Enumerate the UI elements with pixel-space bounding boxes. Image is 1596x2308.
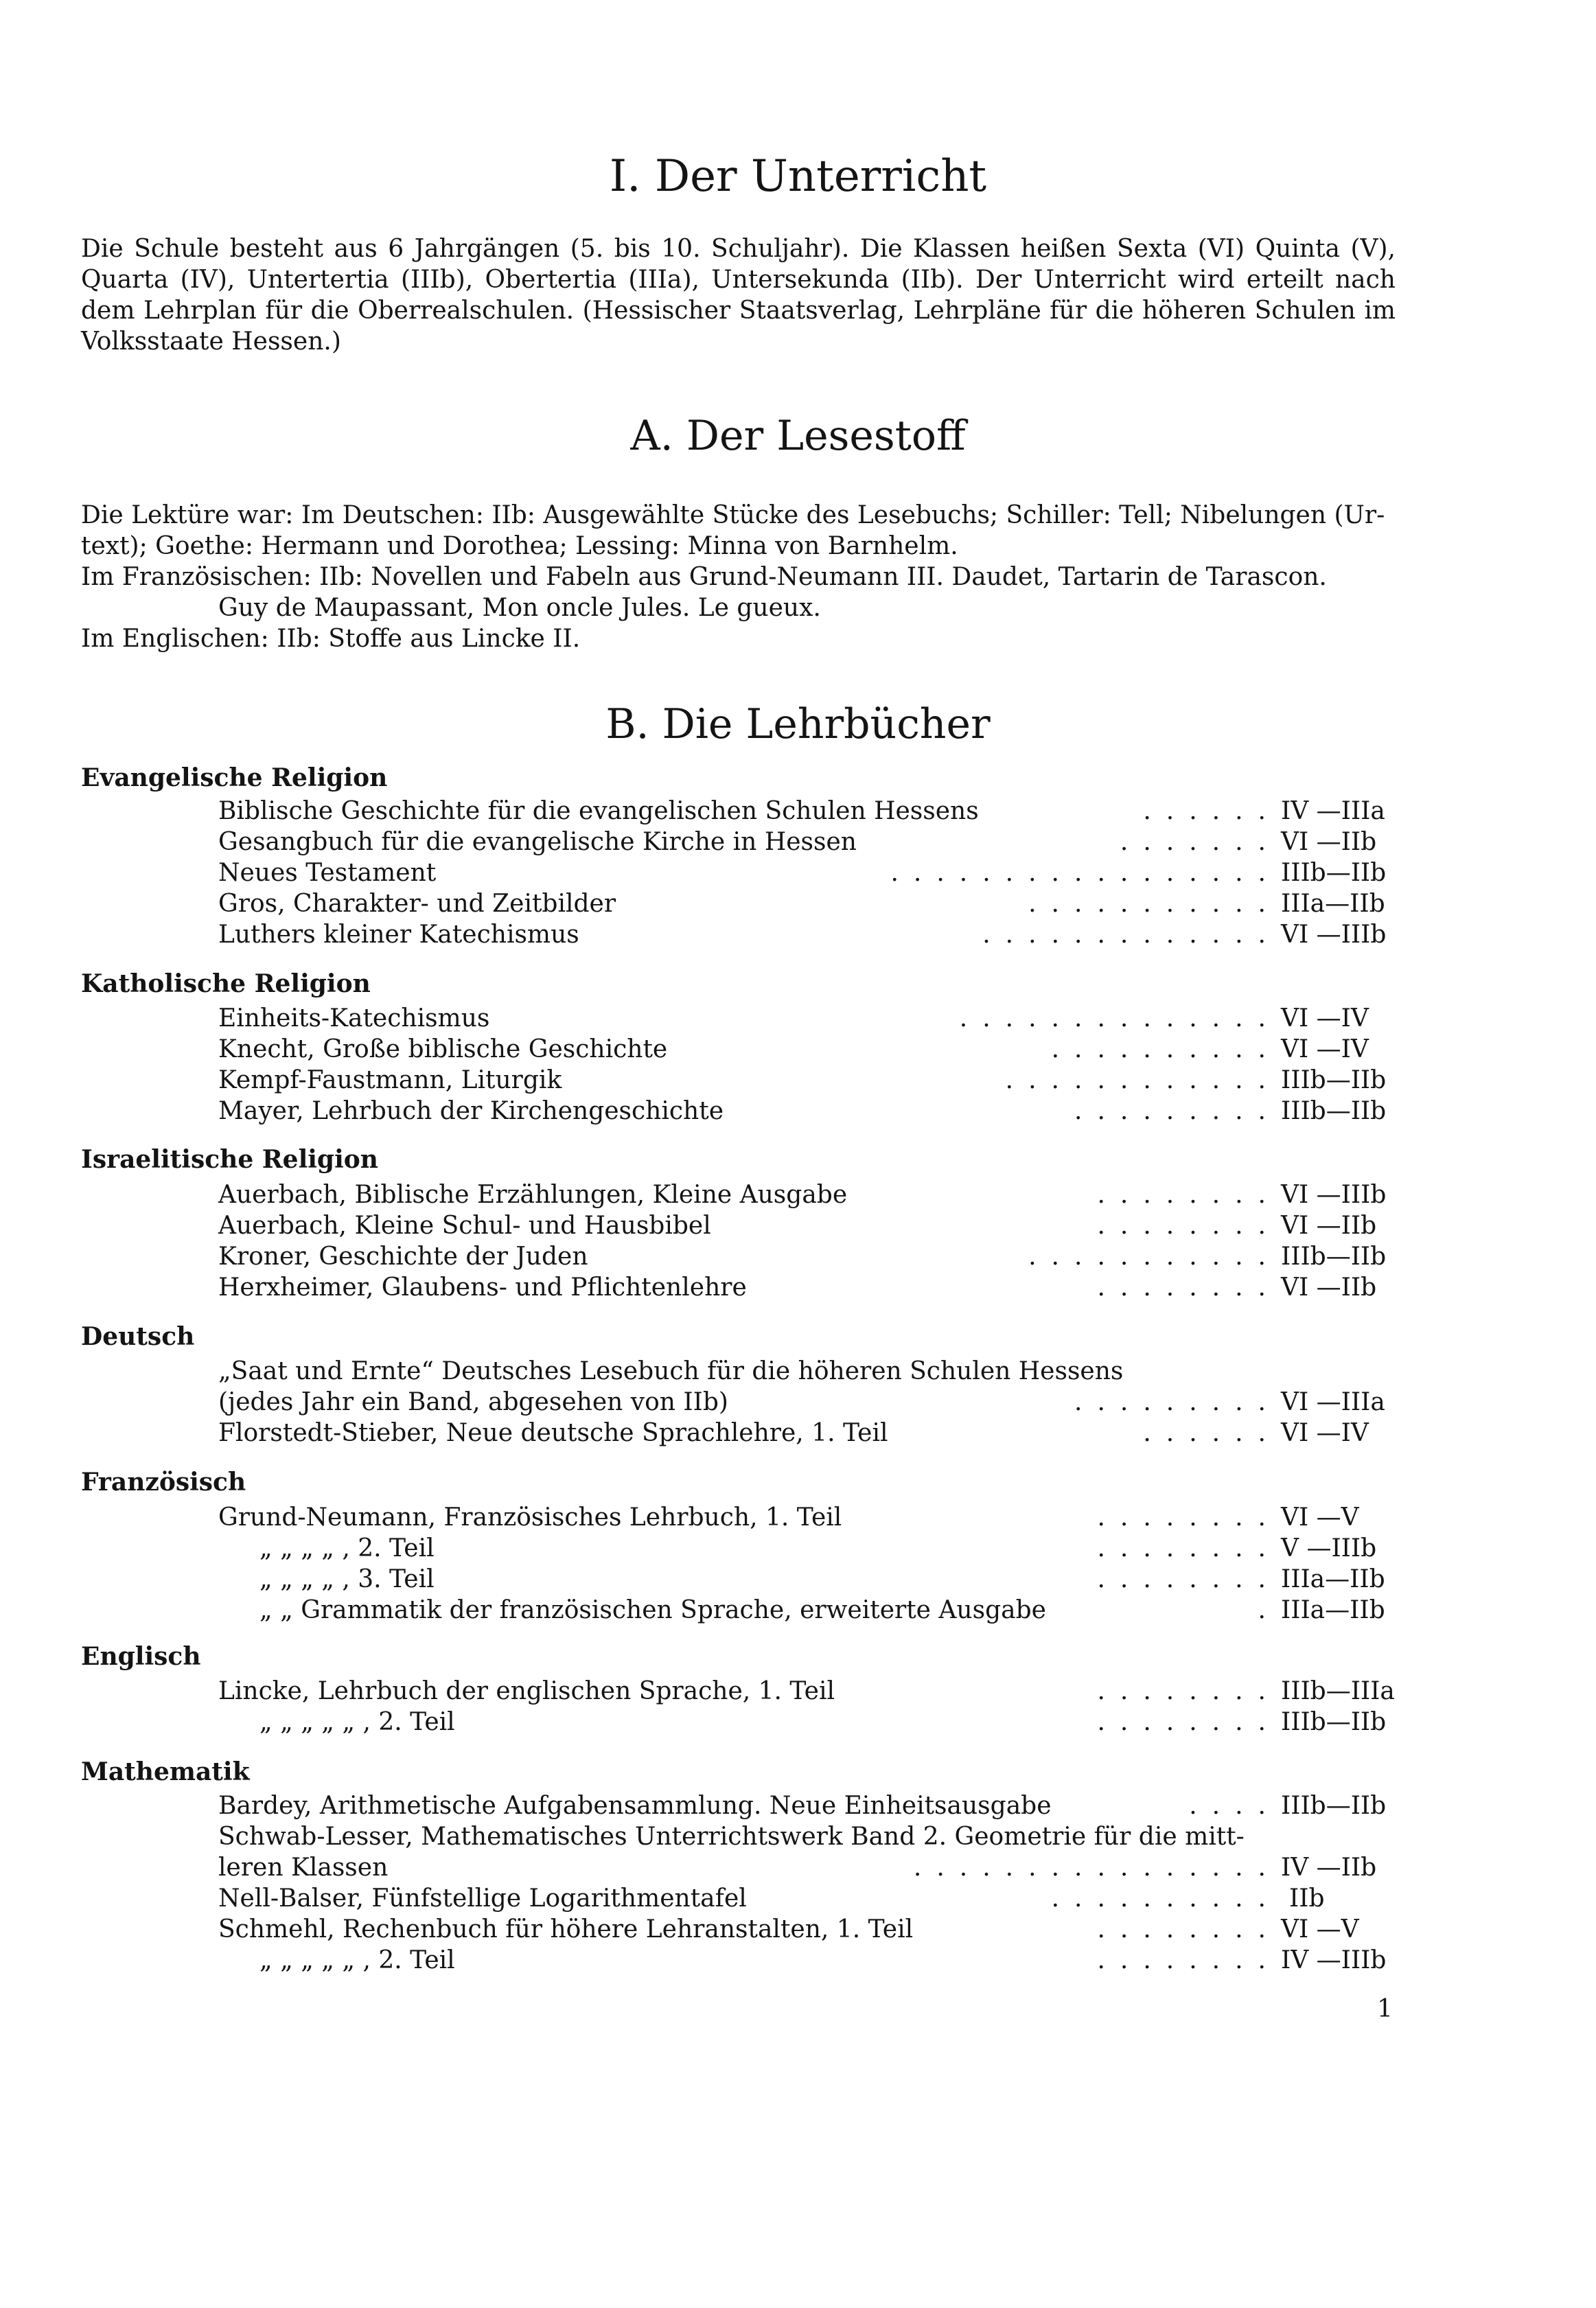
book-classes: IV —IIb <box>1281 1854 1377 1882</box>
book-title: leren Klassen <box>218 1854 389 1882</box>
book-title: „ „ Grammatik der französischen Sprache, erweiterte Ausgabe <box>259 1596 1046 1624</box>
book-classes: VI —IIIa <box>1281 1388 1385 1416</box>
book-classes: IIIb—IIb <box>1281 1066 1387 1094</box>
group-heading-israelitische-religion: Israelitische Religion <box>81 1145 378 1174</box>
book-entry: „ „ „ „ , 3. Teil ........ IIIa—IIb <box>218 1565 1404 1595</box>
group-heading-deutsch: Deutsch <box>81 1322 195 1351</box>
book-title: Neues Testament <box>218 859 437 887</box>
book-entry: „ „ „ „ , 2. Teil ........ V —IIIb <box>218 1534 1404 1565</box>
book-title: „ „ „ „ „ , 2. Teil <box>259 1946 455 1974</box>
book-classes: IIIb—IIIa <box>1281 1677 1395 1705</box>
book-title: Kempf-Faustmann, Liturgik <box>218 1066 562 1094</box>
book-entry: Luthers kleiner Katechismus ............. VI —IIIb <box>218 921 1387 949</box>
book-classes: IIIb—IIb <box>1281 1708 1387 1736</box>
book-entry: „ „ Grammatik der französischen Sprache, erweiterte Ausgabe . IIIa—IIb <box>218 1596 1404 1626</box>
lesestoff-line: Guy de Maupassant, Mon oncle Jules. Le gueux. <box>218 594 821 622</box>
book-classes: VI —IIb <box>1281 1273 1377 1302</box>
book-title: Auerbach, Biblische Erzählungen, Kleine Ausgabe <box>218 1181 848 1209</box>
book-title: Knecht, Große biblische Geschichte <box>218 1035 668 1063</box>
book-classes: VI —IIb <box>1281 828 1377 856</box>
book-classes: IIIa—IIb <box>1281 890 1385 918</box>
book-title: „ „ „ „ , 3. Teil <box>259 1565 435 1593</box>
book-title: „Saat und Ernte“ Deutsches Lesebuch für die höheren Schulen Hessens <box>218 1357 1124 1385</box>
book-classes: VI —IV <box>1281 1035 1369 1063</box>
book-entry: Florstedt-Stieber, Neue deutsche Sprachlehre, 1. Teil ...... VI —IV <box>218 1419 1369 1447</box>
book-classes: IIb <box>1289 1884 1325 1913</box>
book-title: „ „ „ „ , 2. Teil <box>259 1534 435 1562</box>
book-entry: Auerbach, Kleine Schul- und Hausbibel ........ VI —IIb <box>218 1212 1377 1240</box>
lesestoff-line: text); Goethe: Hermann und Dorothea; Lessing: Minna von Barnhelm. <box>81 532 958 560</box>
book-entry: Kroner, Geschichte der Juden ........... IIIb—IIb <box>218 1243 1387 1271</box>
book-title: Florstedt-Stieber, Neue deutsche Sprachlehre, 1. Teil <box>218 1419 888 1447</box>
book-title: Lincke, Lehrbuch der englischen Sprache, 1. Teil <box>218 1677 835 1705</box>
group-heading-evangelische-religion: Evangelische Religion <box>81 763 388 792</box>
book-entry: Knecht, Große biblische Geschichte .......... VI —IV <box>218 1035 1369 1063</box>
lesestoff-line: Die Lektüre war: Im Deutschen: IIb: Ausgewählte Stücke des Lesebuchs; Schiller: Tell; Nibelungen (Ur- <box>81 501 1385 529</box>
group-heading-englisch: Englisch <box>81 1642 201 1671</box>
book-classes: IIIa—IIb <box>1281 1565 1385 1593</box>
book-entry <box>218 1823 1404 1853</box>
book-classes: VI —IIIb <box>1281 921 1387 949</box>
book-entry: Nell-Balser, Fünfstellige Logarithmentafel .......... IIb <box>218 1884 1325 1913</box>
group-heading-franzoesisch: Französisch <box>81 1468 246 1497</box>
book-title: Grund-Neumann, Französisches Lehrbuch, 1. Teil <box>218 1503 842 1532</box>
section-b-heading: B. Die Lehrbücher <box>605 700 991 748</box>
page-title: I. Der Unterricht <box>609 151 987 202</box>
book-classes: IIIa—IIb <box>1281 1596 1385 1624</box>
book-classes: IIIb—IIb <box>1281 1792 1387 1820</box>
book-classes: VI —IIIb <box>1281 1181 1387 1209</box>
book-title: Kroner, Geschichte der Juden <box>218 1243 588 1271</box>
book-classes: IIIb—IIb <box>1281 1097 1387 1125</box>
book-title: Schwab-Lesser, Mathematisches Unterrichtswerk Band 2. Geometrie für die mitt- <box>218 1823 1245 1851</box>
book-title: (jedes Jahr ein Band, abgesehen von IIb) <box>218 1388 728 1416</box>
book-entry: Lincke, Lehrbuch der englischen Sprache, 1. Teil ........ IIIb—IIIa <box>218 1677 1395 1705</box>
book-entry: Grund-Neumann, Französisches Lehrbuch, 1. Teil ........ VI —V <box>218 1503 1359 1532</box>
book-classes: IIIb—IIb <box>1281 1243 1387 1271</box>
book-title: Auerbach, Kleine Schul- und Hausbibel <box>218 1212 711 1240</box>
book-entry: Herxheimer, Glaubens- und Pflichtenlehre ........ VI —IIb <box>218 1273 1377 1302</box>
book-entry: Schmehl, Rechenbuch für höhere Lehranstalten, 1. Teil ........ VI —V <box>218 1915 1359 1943</box>
page-number: 1 <box>1377 1995 1393 2023</box>
book-entry: Auerbach, Biblische Erzählungen, Kleine Ausgabe ........ VI —IIIb <box>218 1181 1387 1209</box>
book-entry: Neues Testament ................. IIIb—IIb <box>218 859 1387 887</box>
book-title: Einheits-Katechismus <box>218 1004 490 1032</box>
book-entry: leren Klassen ................ IV —IIb <box>218 1854 1377 1882</box>
book-entry: (jedes Jahr ein Band, abgesehen von IIb) ......... VI —IIIa <box>218 1388 1385 1416</box>
book-title: Luthers kleiner Katechismus <box>218 921 579 949</box>
book-title: Bardey, Arithmetische Aufgabensammlung. Neue Einheitsausgabe <box>218 1792 1052 1820</box>
book-entry: „ „ „ „ „ , 2. Teil ........ IIIb—IIb <box>218 1708 1404 1738</box>
lesestoff-line: Im Englischen: IIb: Stoffe aus Lincke II. <box>81 625 581 653</box>
intro-paragraph: Die Schule besteht aus 6 Jahrgängen (5. bis 10. Schuljahr). Die Klassen heißen Sexta (VI) Quinta (V), Quarta (IV), Untertertia (IIIb), Obertertia (IIIa), Untersekunda (IIb). Der Unterricht wird erteilt nach dem Lehrplan für die Oberrealschulen. (Hessischer Staatsverlag, Lehrpläne für die höheren Schulen im Volksstaate Hessen.) <box>81 235 1396 356</box>
book-entry: Bardey, Arithmetische Aufgabensammlung. Neue Einheitsausgabe .... IIIb—IIb <box>218 1792 1387 1820</box>
book-classes: VI —V <box>1281 1915 1359 1943</box>
lesestoff-line: Im Französischen: IIb: Novellen und Fabeln aus Grund-Neumann III. Daudet, Tartarin de Tarascon. <box>81 563 1327 591</box>
book-entry: Gesangbuch für die evangelische Kirche in Hessen ....... VI —IIb <box>218 828 1377 856</box>
book-title: Schmehl, Rechenbuch für höhere Lehranstalten, 1. Teil <box>218 1915 914 1943</box>
book-title: Gros, Charakter- und Zeitbilder <box>218 890 616 918</box>
book-classes: IIIb—IIb <box>1281 859 1387 887</box>
book-classes: VI —IIb <box>1281 1212 1377 1240</box>
book-title: Mayer, Lehrbuch der Kirchengeschichte <box>218 1097 724 1125</box>
book-entry: Mayer, Lehrbuch der Kirchengeschichte ......... IIIb—IIb <box>218 1097 1387 1125</box>
book-entry: „ „ „ „ „ , 2. Teil ........ IV —IIIb <box>218 1946 1404 1976</box>
book-classes: IV —IIIa <box>1281 797 1385 825</box>
book-title: Nell-Balser, Fünfstellige Logarithmentafel <box>218 1884 747 1913</box>
book-entry <box>218 1357 1404 1387</box>
book-entry: Kempf-Faustmann, Liturgik ............ IIIb—IIb <box>218 1066 1387 1094</box>
book-title: Herxheimer, Glaubens- und Pflichtenlehre <box>218 1273 747 1302</box>
book-title: „ „ „ „ „ , 2. Teil <box>259 1708 455 1736</box>
book-classes: IV —IIIb <box>1281 1946 1387 1974</box>
book-entry: Biblische Geschichte für die evangelischen Schulen Hessens ...... IV —IIIa <box>218 797 1385 825</box>
book-classes: VI —V <box>1281 1503 1359 1532</box>
book-classes: VI —IV <box>1281 1419 1369 1447</box>
group-heading-katholische-religion: Katholische Religion <box>81 969 371 998</box>
book-entry: Gros, Charakter- und Zeitbilder ........... IIIa—IIb <box>218 890 1385 918</box>
book-classes: VI —IV <box>1281 1004 1369 1032</box>
book-title: Biblische Geschichte für die evangelischen Schulen Hessens <box>218 797 979 825</box>
group-heading-mathematik: Mathematik <box>81 1757 250 1786</box>
book-title: Gesangbuch für die evangelische Kirche in Hessen <box>218 828 857 856</box>
section-a-heading: A. Der Lesestoff <box>630 412 966 460</box>
book-entry: Einheits-Katechismus .............. VI —IV <box>218 1004 1369 1032</box>
book-classes: V —IIIb <box>1281 1534 1377 1562</box>
